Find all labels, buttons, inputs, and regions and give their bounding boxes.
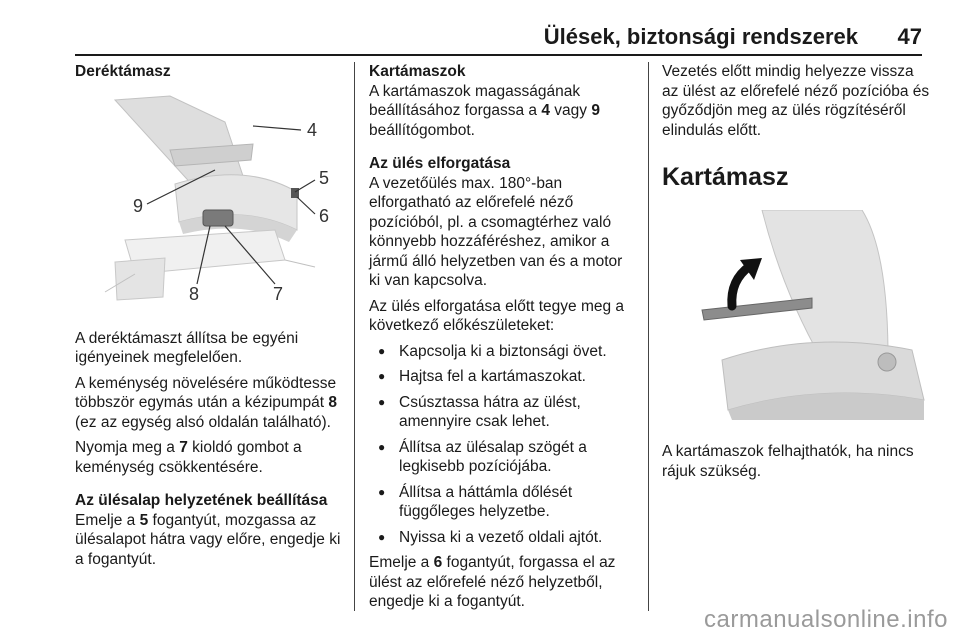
heading-armrest: Kartámasz [662, 163, 789, 191]
lumbar-seat-illustration [75, 92, 340, 307]
watermark: carmanualsonline.info [704, 606, 948, 633]
bullet-icon: ● [378, 369, 386, 383]
lumbar-para-2: A keménység növelésére működtesse többször egymás után a kézipumpát 8 (ez az egység alsó oldalán található). [75, 374, 337, 431]
rotation-para-3: Emelje a 6 fogantyút, forgassa el az ülést az előrefelé néző helyzetből, engedje ki a fogantyút. [369, 554, 616, 610]
bullet-icon: ● [378, 394, 386, 409]
list-item: ● Állítsa az ülésalap szögét a legkisebb pozíciójába. [378, 438, 587, 475]
armrest-fold-para: A kartámaszok felhajthatók, ha nincs rájuk szükség. [662, 443, 914, 480]
callout-9: 9 [133, 195, 144, 216]
bullet-icon: ● [378, 529, 386, 544]
list-item: ● Kapcsolja ki a biztonsági övet. [378, 342, 607, 360]
callout-7: 7 [273, 283, 284, 304]
heading-armrests: Kartámaszok [369, 63, 466, 80]
list-item: ● Állítsa a háttámla dőlését függőleges helyzetbe. [378, 483, 573, 520]
section-title: Ülések, biztonsági rendszerek [543, 24, 858, 49]
bullet-icon: ● [378, 484, 386, 499]
lumbar-para-3: Nyomja meg a 7 kioldó gombot a keménység csökkentésére. [75, 439, 302, 476]
armrest-seat-illustration [662, 210, 927, 420]
driving-warning-para: Vezetés előtt mindig helyezze vissza az ülést az előrefelé néző pozícióba és győződjön meg az ülés rögzítéséről elindulás előtt. [662, 63, 930, 139]
list-item: ● Csúsztassa hátra az ülést, amennyire csak lehet. [378, 393, 581, 430]
header-rule [75, 54, 922, 56]
rotation-para-2: Az ülés elforgatása előtt tegye meg a következő előkészületeket: [369, 297, 625, 334]
column-divider-1 [354, 62, 355, 611]
lumbar-para-1: A deréktámaszt állítsa be egyéni igényeinek megfelelően. [75, 329, 299, 366]
callout-4: 4 [307, 119, 318, 140]
column-2 [369, 62, 637, 618]
preparation-list [369, 342, 637, 548]
seat-position-para: Emelje a 5 fogantyút, mozgassa az ülésalapot hátra vagy előre, engedje ki a fogantyút. [75, 511, 341, 568]
armrest-para: A kartámaszok magasságának beállításához forgassa a 4 vagy 9 beállítógombot. [369, 82, 600, 139]
bullet-icon: ● [378, 343, 386, 358]
callout-5: 5 [319, 167, 330, 188]
column-divider-2 [648, 62, 649, 611]
rotation-para-1: A vezetőülés max. 180°-ban elforgatható az előrefelé néző pozícióból, pl. a csomagtérhez való könnyebb hozzáféréshez, amikor a jármű álló helyzetben van és a motor ki van kapcsolva. [369, 174, 623, 289]
heading-lumbar-support: Deréktámasz [75, 63, 171, 80]
list-item: ● Nyissa ki a vezető oldali ajtót. [378, 528, 603, 546]
bullet-icon: ● [378, 439, 386, 454]
column-3 [662, 62, 930, 487]
page-header [0, 0, 960, 56]
subheading-seat-position: Az ülésalap helyzetének beállítása [75, 492, 328, 509]
list-item: ● Hajtsa fel a kartámaszokat. [378, 368, 586, 385]
callout-6: 6 [319, 205, 330, 226]
subheading-seat-rotation: Az ülés elforgatása [369, 155, 511, 172]
page-number: 47 [897, 24, 922, 49]
column-1 [75, 62, 345, 575]
callout-8: 8 [189, 283, 200, 304]
